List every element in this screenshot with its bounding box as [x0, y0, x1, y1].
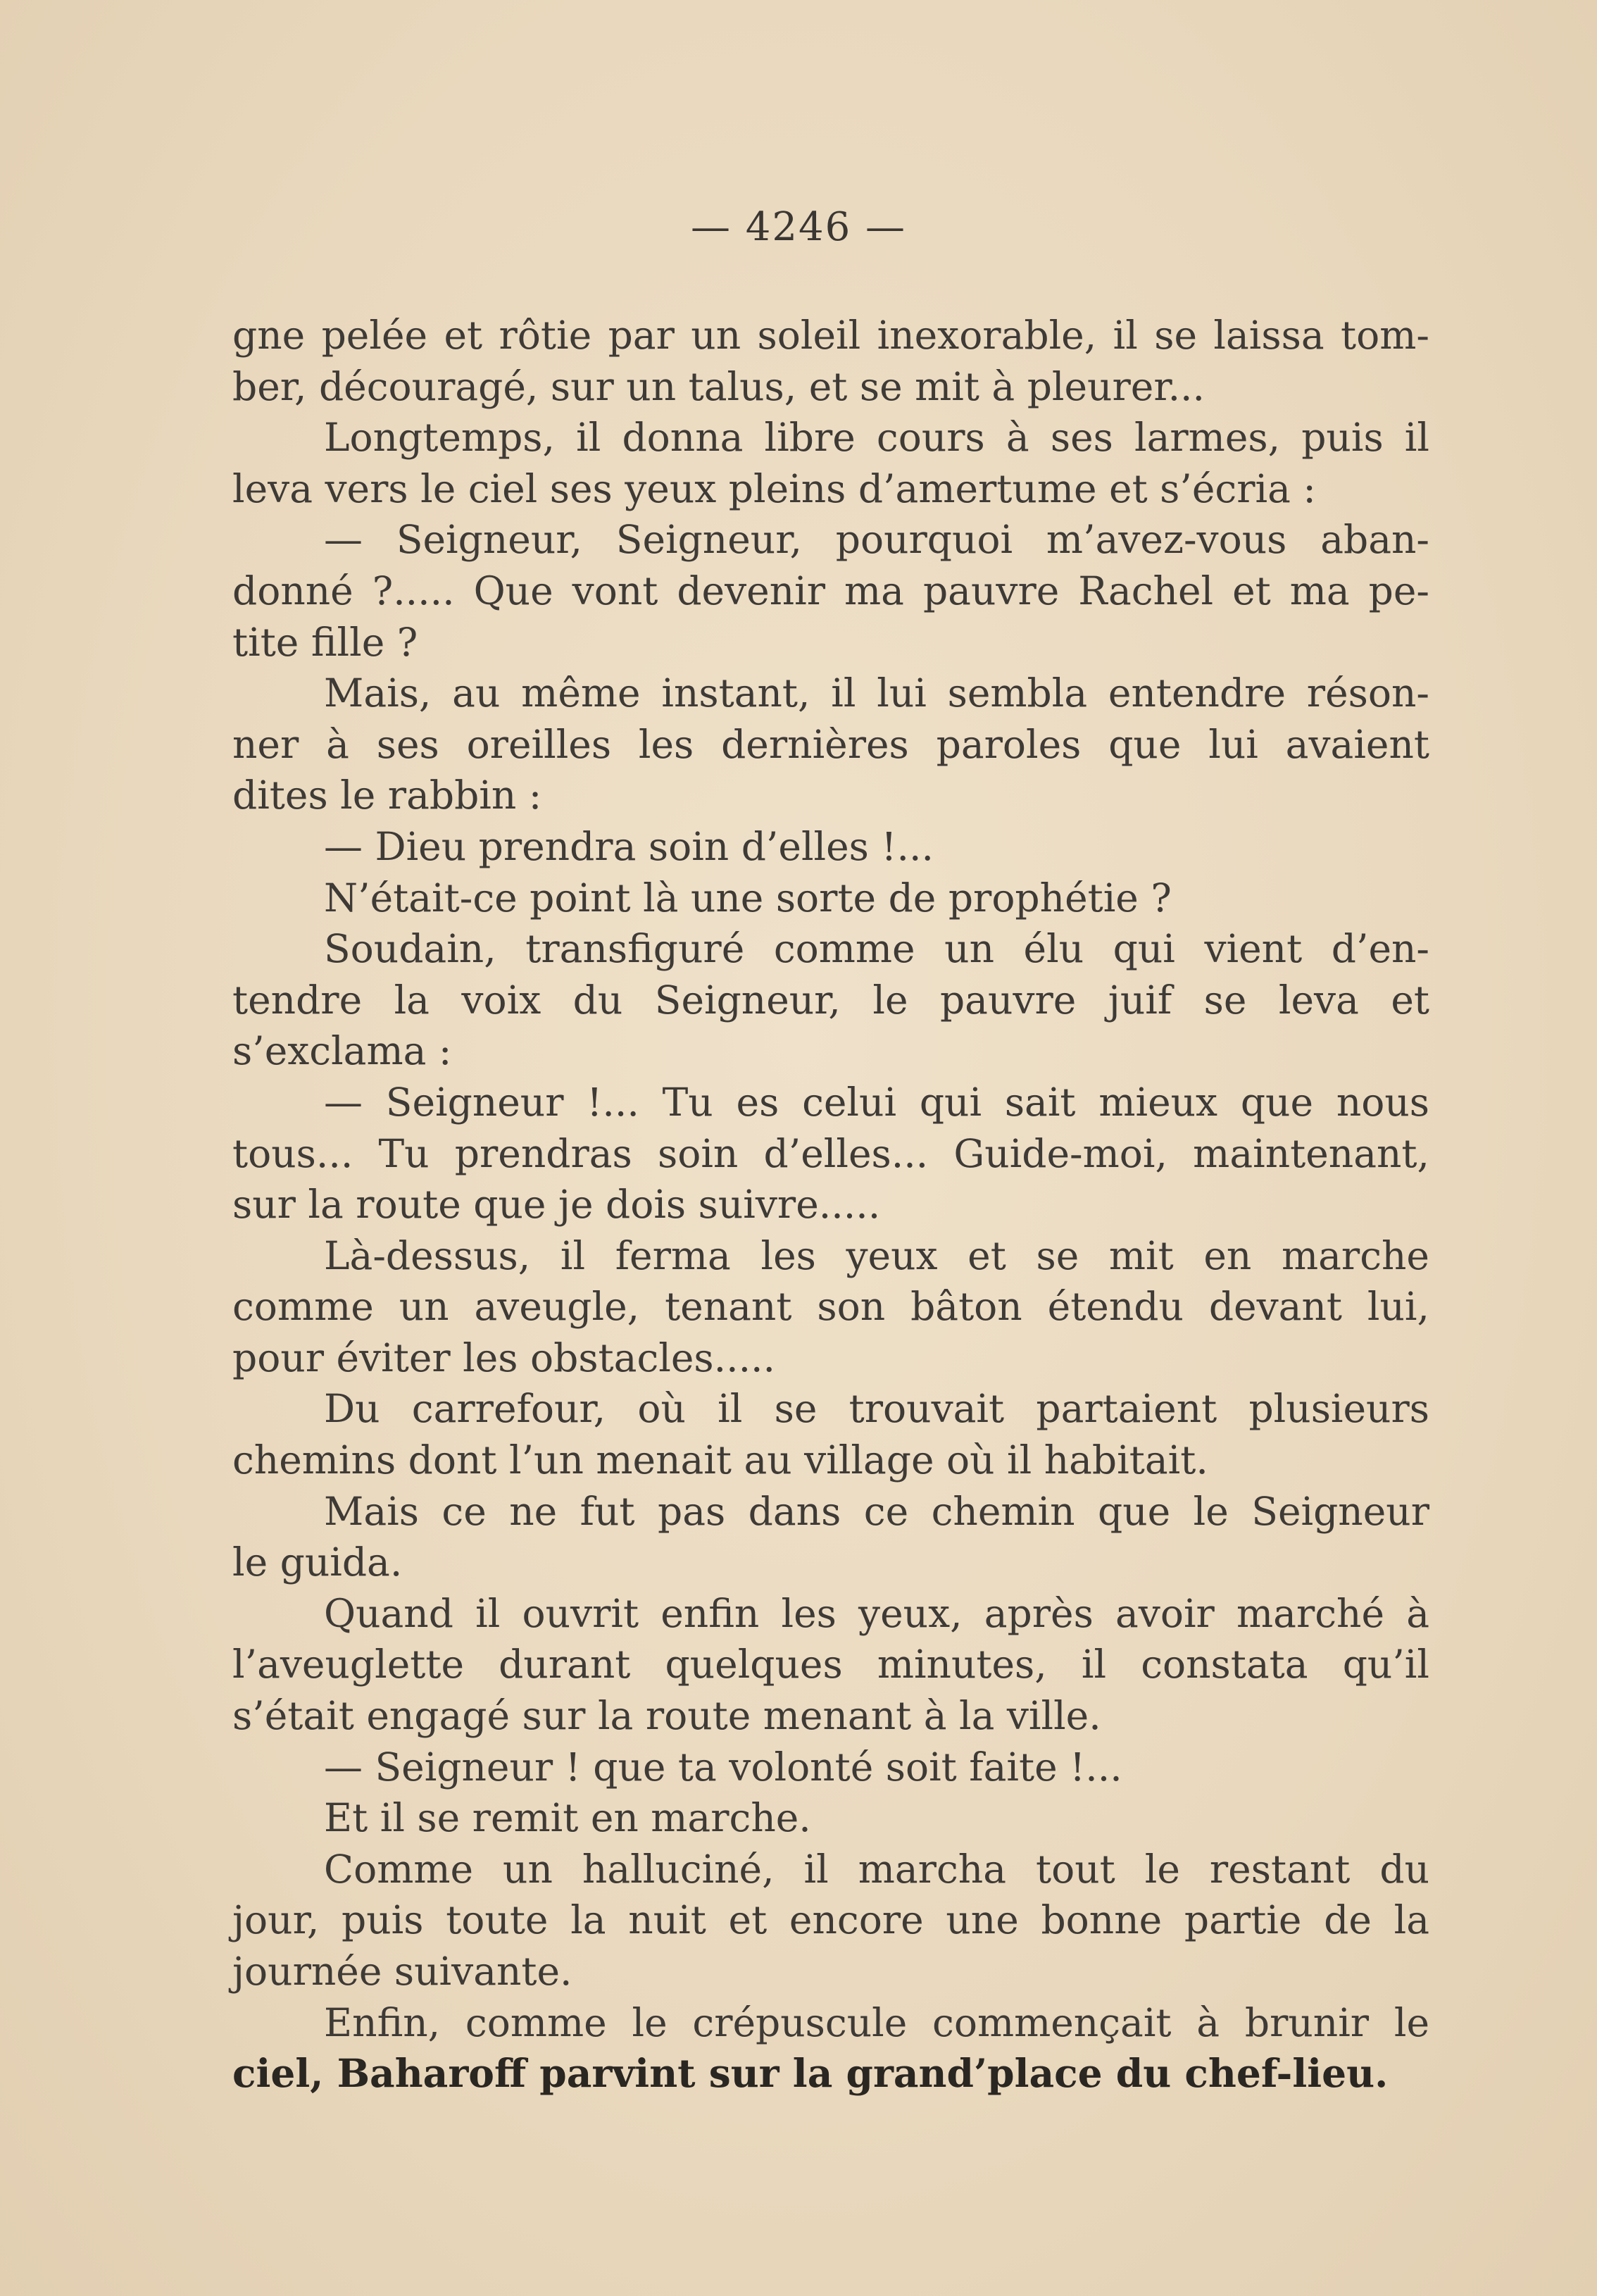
- text-line: — Seigneur !... Tu es celui qui sait mieux que nous: [324, 1079, 1429, 1125]
- text-line: Enfin, comme le crépuscule commençait à brunir le: [324, 1999, 1429, 2045]
- text-line: dites le rabbin :: [232, 773, 542, 818]
- text-line: ber, découragé, sur un talus, et se mit à pleurer...: [232, 363, 1205, 409]
- text-line: journée suivante.: [232, 1949, 572, 1994]
- text-line: l’aveuglette durant quelques minutes, il constata qu’il: [232, 1642, 1429, 1687]
- text-line: pour éviter les obstacles.....: [232, 1335, 776, 1380]
- text-line: Comme un halluciné, il marcha tout le restant du: [324, 1846, 1429, 1892]
- text-line: Du carrefour, où il se trouvait partaient plusieurs: [324, 1386, 1429, 1432]
- text-line: ner à ses oreilles les dernières paroles que lui avaient: [232, 721, 1429, 767]
- text-line: comme un aveugle, tenant son bâton étendu devant lui,: [232, 1284, 1429, 1330]
- body-text: [232, 310, 1429, 2100]
- text-line: tite fille ?: [232, 619, 418, 665]
- text-line: Longtemps, il donna libre cours à ses larmes, puis il: [324, 415, 1429, 461]
- text-line: — Seigneur, Seigneur, pourquoi m’avez-vous aban-: [324, 517, 1429, 563]
- text-line: donné ?..... Que vont devenir ma pauvre Rachel et ma pe-: [232, 568, 1429, 613]
- text-line: s’exclama :: [232, 1028, 452, 1074]
- text-line: chemins dont l’un menait au village où il habitait.: [232, 1437, 1208, 1483]
- text-line: le guida.: [232, 1540, 403, 1585]
- text-line: s’était engagé sur la route menant à la ville.: [232, 1693, 1101, 1739]
- page-number: — 4246 —: [690, 204, 907, 250]
- text-line: leva vers le ciel ses yeux pleins d’amertume et s’écria :: [232, 466, 1316, 511]
- text-line: Mais, au même instant, il lui sembla entendre réson-: [324, 670, 1429, 716]
- text-line: sur la route que je dois suivre.....: [232, 1182, 881, 1228]
- text-line: N’était-ce point là une sorte de prophétie ?: [324, 875, 1172, 921]
- text-line: Là-dessus, il ferma les yeux et se mit en marche: [324, 1233, 1429, 1278]
- text-line: Mais ce ne fut pas dans ce chemin que le Seigneur: [324, 1488, 1429, 1534]
- text-line: — Seigneur ! que ta volonté soit faite !...: [324, 1744, 1122, 1790]
- text-line: ciel, Baharoff parvint sur la grand’place du chef-lieu.: [232, 2050, 1389, 2097]
- text-line: jour, puis toute la nuit et encore une bonne partie de la: [232, 1897, 1429, 1943]
- text-line: Soudain, transfiguré comme un élu qui vient d’en-: [324, 926, 1429, 972]
- text-line: tous... Tu prendras soin d’elles... Guide-moi, maintenant,: [232, 1130, 1429, 1176]
- text-line: Et il se remit en marche.: [324, 1795, 811, 1841]
- text-line: gne pelée et rôtie par un soleil inexorable, il se laissa tom-: [232, 313, 1429, 358]
- text-line: Quand il ouvrit enfin les yeux, après avoir marché à: [324, 1590, 1429, 1636]
- text-line: — Dieu prendra soin d’elles !...: [324, 823, 934, 869]
- text-line: tendre la voix du Seigneur, le pauvre juif se leva et: [232, 977, 1429, 1023]
